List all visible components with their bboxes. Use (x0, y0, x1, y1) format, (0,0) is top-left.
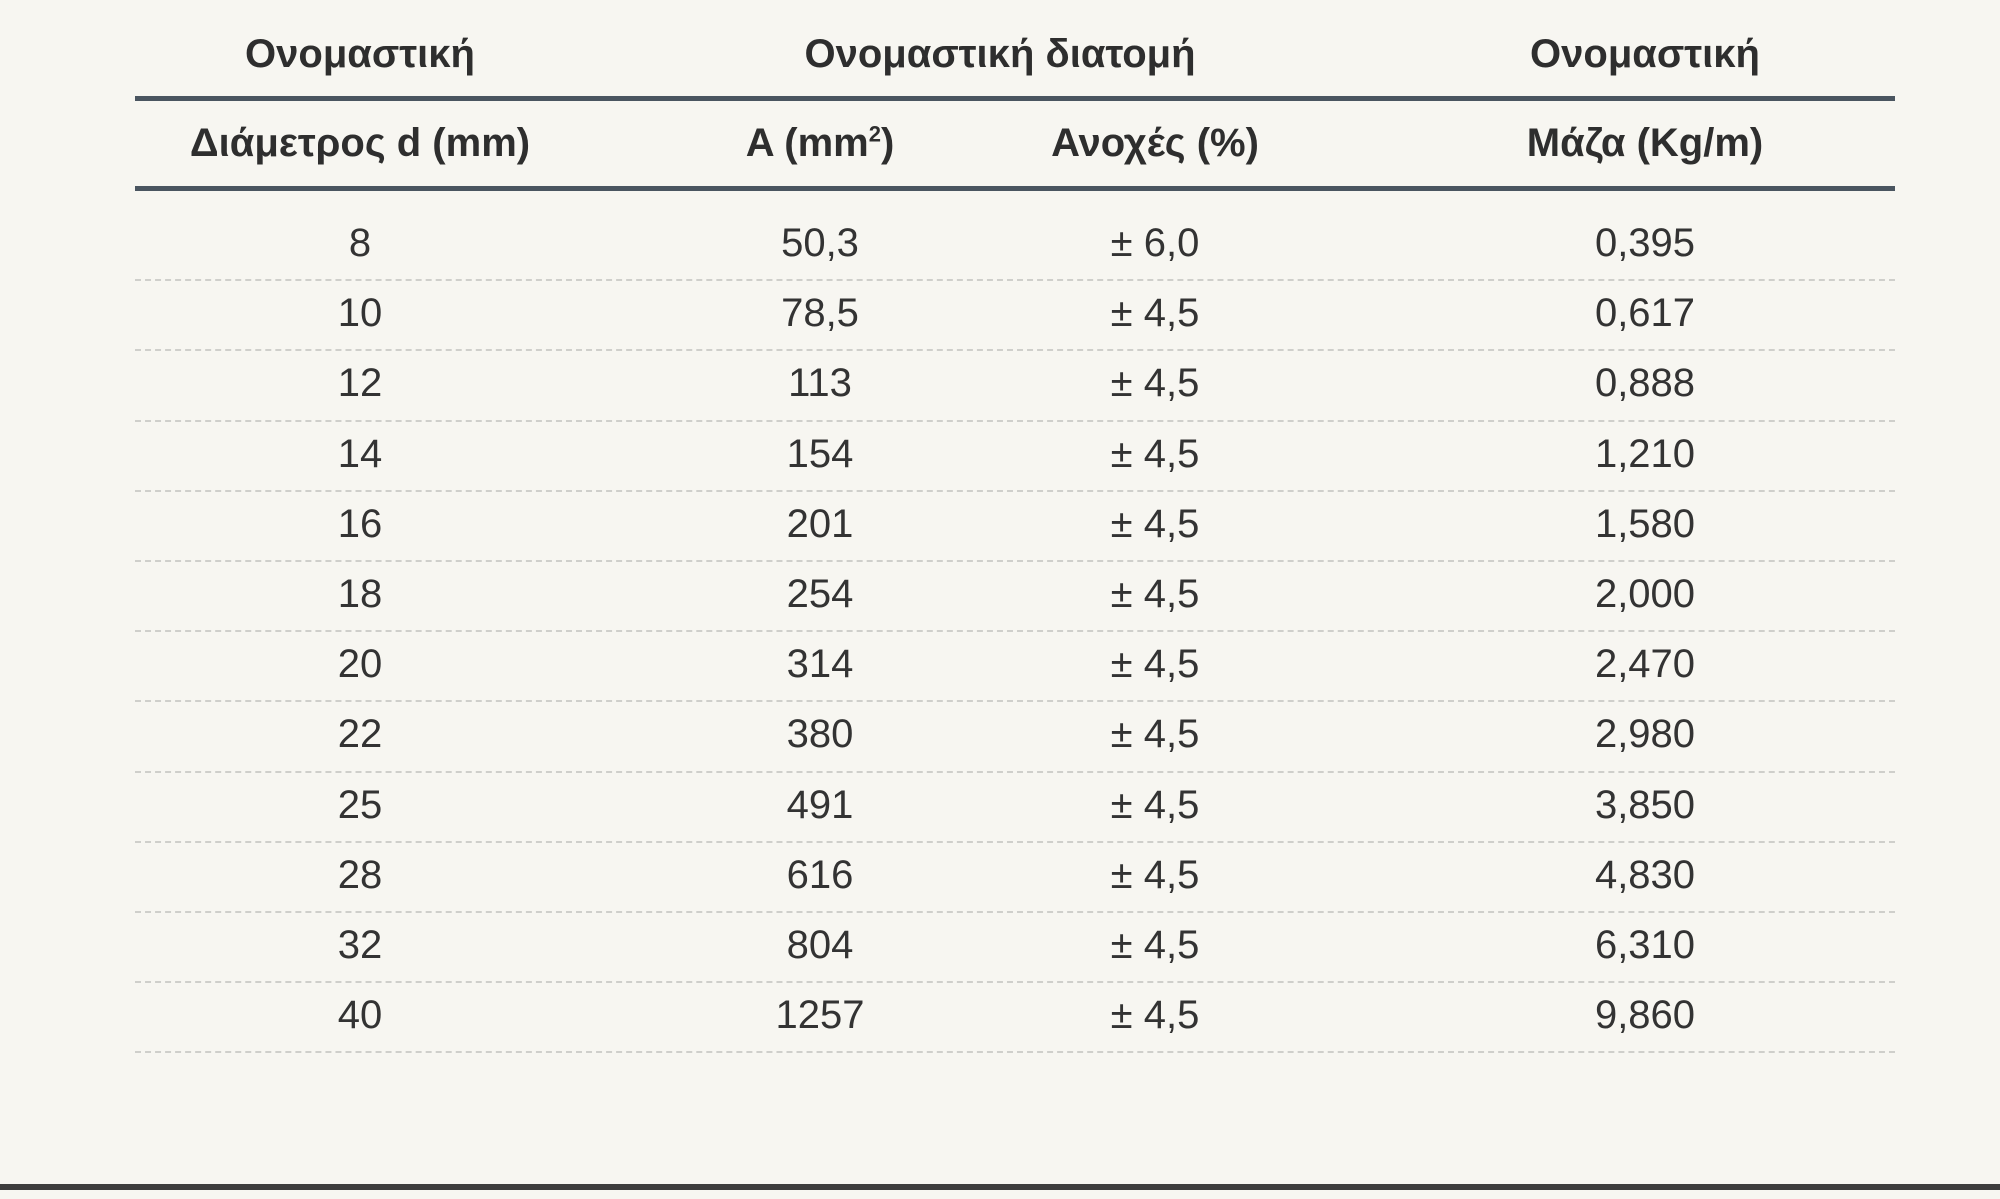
table-row (135, 211, 1895, 281)
header-diameter: Διάμετρος d (mm) (189, 121, 531, 165)
cell-area: 78,5 (781, 291, 859, 336)
table-body-spacer (135, 191, 1895, 211)
cell-mass: 2,000 (1594, 571, 1696, 616)
cell-area: 154 (786, 431, 854, 476)
cell-area: 491 (786, 782, 854, 827)
header-nominal-4: Ονομαστική (1530, 32, 1760, 76)
table-row (135, 562, 1895, 632)
cell-mass: 2,980 (1594, 712, 1696, 757)
cell-mass: 2,470 (1594, 642, 1696, 687)
cell-diameter: 16 (337, 501, 383, 546)
table-row (135, 773, 1895, 843)
table-body (135, 211, 1895, 1053)
cell-tolerance: ± 4,5 (1110, 782, 1200, 827)
header-tolerance: Ανοχές (%) (1051, 121, 1259, 165)
cell-area: 804 (786, 922, 854, 967)
cell-mass: 4,830 (1594, 852, 1696, 897)
table-row (135, 632, 1895, 702)
cell-mass: 1,210 (1594, 431, 1696, 476)
cell-tolerance: ± 4,5 (1110, 361, 1200, 406)
cell-mass: 3,850 (1594, 782, 1696, 827)
cell-tolerance: ± 4,5 (1110, 501, 1200, 546)
cell-diameter: 8 (348, 221, 372, 265)
header-mass: Μάζα (Kg/m) (1526, 121, 1764, 165)
cell-area: 616 (786, 852, 854, 897)
cell-tolerance: ± 4,5 (1110, 431, 1200, 476)
cell-diameter: 22 (337, 712, 383, 757)
cell-area: 314 (786, 642, 854, 687)
page-bottom-rule (0, 1184, 2000, 1190)
cell-area: 50,3 (781, 221, 859, 265)
cell-mass: 1,580 (1594, 501, 1696, 546)
cell-mass: 0,617 (1594, 291, 1696, 336)
cell-tolerance: ± 4,5 (1110, 642, 1200, 687)
header-area-base: A (mm (745, 121, 869, 165)
header-nominal-1: Ονομαστική (245, 32, 475, 76)
cell-mass: 0,888 (1594, 361, 1696, 406)
cell-tolerance: ± 4,5 (1110, 993, 1200, 1038)
cell-tolerance: ± 4,5 (1110, 571, 1200, 616)
table-row (135, 492, 1895, 562)
cell-area: 254 (786, 571, 854, 616)
cell-area: 380 (786, 712, 854, 757)
cell-area: 113 (788, 361, 852, 406)
cell-diameter: 12 (337, 361, 383, 406)
header-area (746, 121, 895, 166)
cell-diameter: 10 (337, 291, 383, 336)
table-row (135, 702, 1895, 772)
table-row (135, 913, 1895, 983)
cell-area: 201 (786, 501, 854, 546)
table-row (135, 983, 1895, 1053)
cell-diameter: 28 (337, 852, 383, 897)
cell-tolerance: ± 4,5 (1110, 852, 1200, 897)
table-row (135, 351, 1895, 421)
cell-mass: 0,395 (1594, 221, 1696, 265)
cell-diameter: 20 (337, 642, 383, 687)
cell-tolerance: ± 4,5 (1110, 291, 1200, 336)
cell-area: 1257 (775, 993, 865, 1038)
cell-diameter: 32 (337, 922, 383, 967)
table-header-sub (135, 101, 1895, 186)
cell-mass: 6,310 (1594, 922, 1696, 967)
table-row (135, 281, 1895, 351)
table-header-top (135, 0, 1895, 96)
table-row (135, 422, 1895, 492)
cell-diameter: 25 (337, 782, 383, 827)
cell-tolerance: ± 4,5 (1110, 712, 1200, 757)
header-nominal-section: Ονομαστική διατομή (804, 32, 1196, 76)
cell-diameter: 40 (337, 993, 383, 1038)
header-area-tail: ) (880, 121, 895, 165)
cell-tolerance: ± 6,0 (1110, 221, 1200, 265)
header-area-sup: 2 (868, 121, 881, 147)
cell-diameter: 18 (337, 571, 383, 616)
table-row (135, 843, 1895, 913)
rebar-spec-table (135, 0, 1895, 1053)
cell-mass: 9,860 (1594, 993, 1696, 1038)
cell-tolerance: ± 4,5 (1110, 922, 1200, 967)
cell-diameter: 14 (337, 431, 383, 476)
